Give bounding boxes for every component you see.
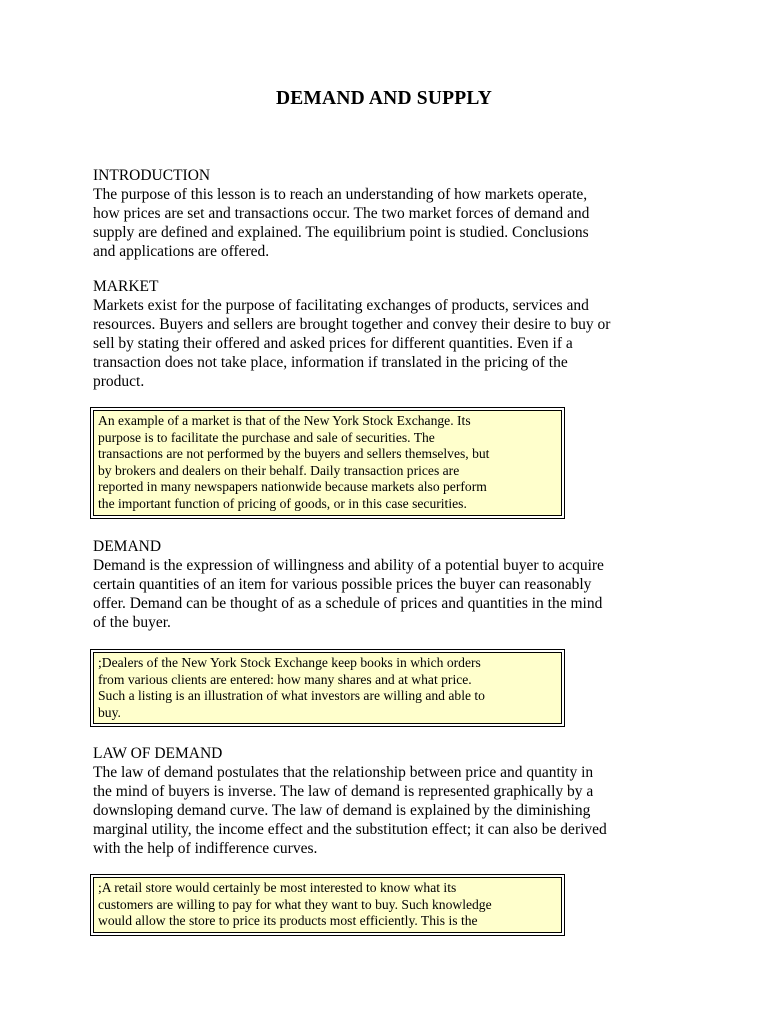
text-line: offer. Demand can be thought of as a schedule of prices and quantities in the mind — [93, 595, 603, 612]
example-line: ;A retail store would certainly be most interested to know what its — [98, 880, 457, 895]
introduction-heading: INTRODUCTION — [93, 167, 211, 184]
example-line: Such a listing is an illustration of what investors are willing and able to — [98, 688, 485, 704]
text-line: The law of demand postulates that the relationship between price and quantity in — [93, 764, 594, 781]
market-heading: MARKET — [93, 278, 159, 295]
text-line: product. — [93, 373, 145, 390]
example-line: would allow the store to price its products most efficiently. This is the — [98, 913, 478, 929]
example-line: customers are willing to pay for what they want to buy. Such knowledge — [98, 896, 492, 912]
text-line: Demand is the expression of willingness and ability of a potential buyer to acquire — [93, 557, 604, 574]
text-line: The purpose of this lesson is to reach an understanding of how markets operate, — [93, 186, 588, 203]
text-line: resources. Buyers and sellers are brought together and convey their desire to buy or — [93, 316, 611, 333]
example-line: buy. — [98, 704, 121, 720]
example-line: reported in many newspapers nationwide because markets also perform — [98, 479, 487, 495]
introduction-section — [93, 166, 683, 261]
document-title: DEMAND AND SUPPLY — [275, 88, 493, 109]
example-line: transactions are not performed by the buyers and sellers themselves, but — [98, 446, 490, 462]
text-line: of the buyer. — [93, 614, 171, 631]
text-line: transaction does not take place, information if translated in the pricing of the — [93, 354, 568, 371]
text-line: certain quantities of an item for various possible prices the buyer can reasonably — [93, 576, 592, 593]
text-line: with the help of indifference curves. — [93, 840, 318, 857]
text-line: supply are defined and explained. The equilibrium point is studied. Conclusions — [93, 224, 589, 241]
market-paragraph — [93, 296, 683, 391]
example-line: the important function of pricing of goods, or in this case securities. — [98, 495, 467, 511]
demand-paragraph — [93, 556, 683, 632]
introduction-paragraph — [93, 185, 683, 261]
demand-heading: DEMAND — [93, 538, 162, 555]
text-line: marginal utility, the income effect and the substitution effect; it can also be derived — [93, 821, 607, 838]
text-line: sell by stating their offered and asked prices for different quantities. Even if a — [93, 335, 573, 352]
demand-section — [93, 537, 683, 632]
example-line: from various clients are entered: how many shares and at what price. — [98, 671, 472, 687]
text-line: how prices are set and transactions occur. The two market forces of demand and — [93, 205, 590, 222]
law-of-demand-section — [93, 744, 683, 858]
text-line: the mind of buyers is inverse. The law of demand is represented graphically by a — [93, 783, 594, 800]
example-line: by brokers and dealers on their behalf. Daily transaction prices are — [98, 462, 460, 478]
text-line: Markets exist for the purpose of facilitating exchanges of products, services and — [93, 297, 589, 314]
law-of-demand-paragraph — [93, 763, 683, 858]
market-example-box — [93, 410, 562, 516]
law-of-demand-heading: LAW OF DEMAND — [93, 745, 223, 762]
example-line: ;Dealers of the New York Stock Exchange keep books in which orders — [98, 655, 481, 670]
text-line: downsloping demand curve. The law of demand is explained by the diminishing — [93, 802, 591, 819]
example-line: purpose is to facilitate the purchase and sale of securities. The — [98, 429, 435, 445]
law-of-demand-example-box — [93, 877, 562, 933]
example-line: An example of a market is that of the New York Stock Exchange. Its — [98, 413, 471, 428]
demand-example-box — [93, 652, 562, 724]
market-section — [93, 277, 683, 391]
text-line: and applications are offered. — [93, 243, 270, 260]
